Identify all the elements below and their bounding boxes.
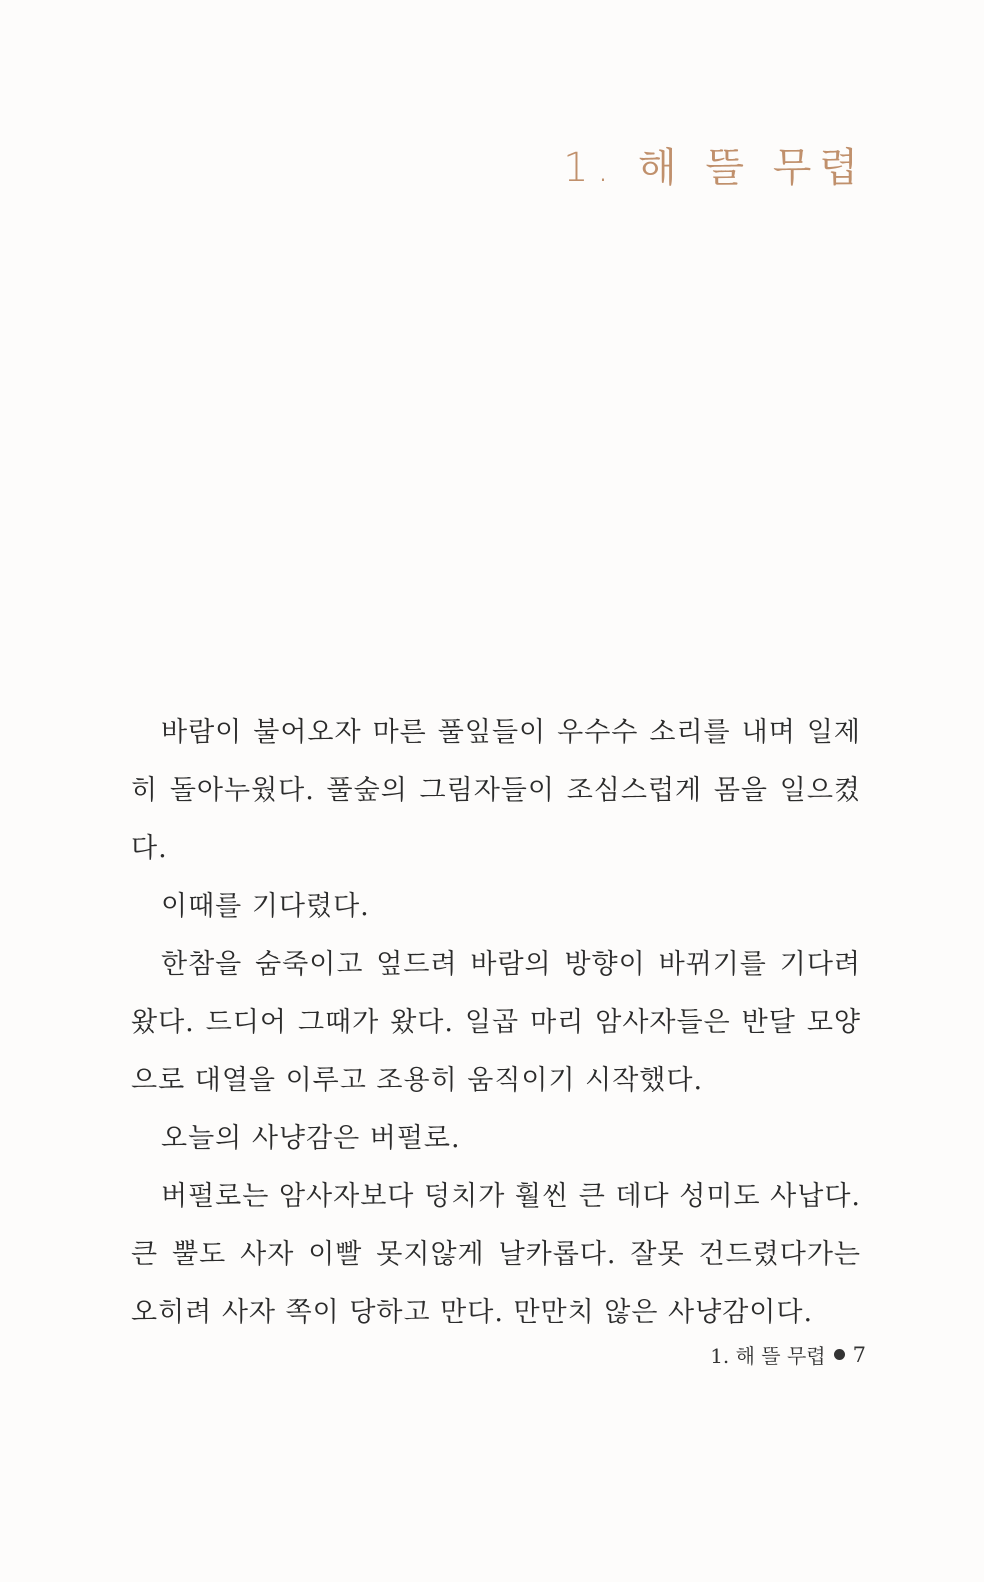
running-title: 1. 해 뜰 무렵 <box>710 1344 826 1368</box>
page-footer <box>710 1340 866 1369</box>
paragraph: 이때를 기다렸다. <box>161 891 370 922</box>
chapter-title: 1. 해 뜰 무렵 <box>563 145 866 191</box>
page-number: 7 <box>852 1342 866 1367</box>
paragraph: 버펄로는 암사자보다 덩치가 훨씬 큰 데다 성미도 사납다. 큰 뿔도 사자 이빨 못지않게 날카롭다. 잘못 건드렸다가는 오히려 사자 쪽이 당하고 만다. 만만치 않은 사냥감이다. <box>131 1181 861 1328</box>
paragraph: 한참을 숨죽이고 엎드려 바람의 방향이 바뀌기를 기다려 왔다. 드디어 그때가 왔다. 일곱 마리 암사자들은 반달 모양으로 대열을 이루고 조용히 움직이기 시작했다. <box>131 949 861 1096</box>
paragraph: 바람이 불어오자 마른 풀잎들이 우수수 소리를 내며 일제히 돌아누웠다. 풀숲의 그림자들이 조심스럽게 몸을 일으켰다. <box>131 717 861 864</box>
bullet-icon <box>834 1349 845 1360</box>
paragraph: 오늘의 사냥감은 버펄로. <box>161 1123 461 1154</box>
body-text <box>131 704 861 1342</box>
